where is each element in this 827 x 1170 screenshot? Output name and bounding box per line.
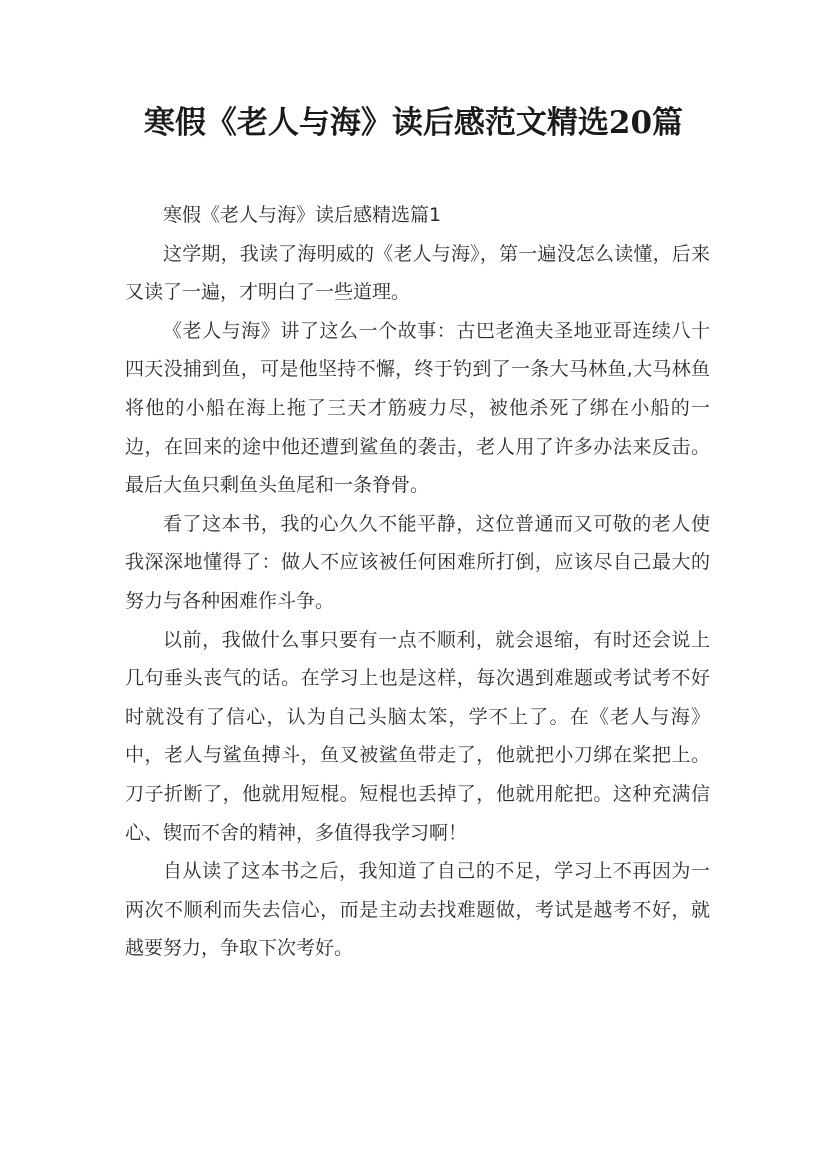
paragraph: 《老人与海》讲了这么一个故事：古巴老渔夫圣地亚哥连续八十四天没捕到鱼，可是他坚持不懈，终于钓到了一条大马林鱼,大马林鱼将他的小船在海上拖了三天才筋疲力尽，被他杀死了绑在小船的一边，在回来的途中他还遭到鲨鱼的袭击，老人用了许多办法来反击。最后大鱼只剩鱼头鱼尾和一条脊骨。 <box>125 319 710 497</box>
subheading: 寒假《老人与海》读后感精选篇1 <box>163 204 442 226</box>
paragraph: 看了这本书，我的心久久不能平静，这位普通而又可敬的老人使我深深地懂得了：做人不应该被任何困难所打倒，应该尽自己最大的努力与各种困难作斗争。 <box>125 512 710 612</box>
paragraph: 这学期，我读了海明威的《老人与海》，第一遍没怎么读懂，后来又读了一遍，才明白了一些道理。 <box>125 242 710 304</box>
document-title: 寒假《老人与海》读后感范文精选20篇 <box>143 105 684 141</box>
paragraph: 以前，我做什么事只要有一点不顺利，就会退缩，有时还会说上几句垂头丧气的话。在学习上也是这样，每次遇到难题或考试考不好时就没有了信心，认为自己头脑太笨，学不上了。在《老人与海》中，老人与鲨鱼搏斗，鱼叉被鲨鱼带走了，他就把小刀绑在桨把上。刀子折断了，他就用短棍。短棍也丢掉了，他就用舵把。这种充满信心、锲而不舍的精神，多值得我学习啊！ <box>125 628 710 844</box>
paragraph: 自从读了这本书之后，我知道了自己的不足，学习上不再因为一两次不顺利而失去信心，而是主动去找难题做，考试是越考不好，就越要努力，争取下次考好。 <box>125 860 710 960</box>
document-body <box>125 196 710 968</box>
